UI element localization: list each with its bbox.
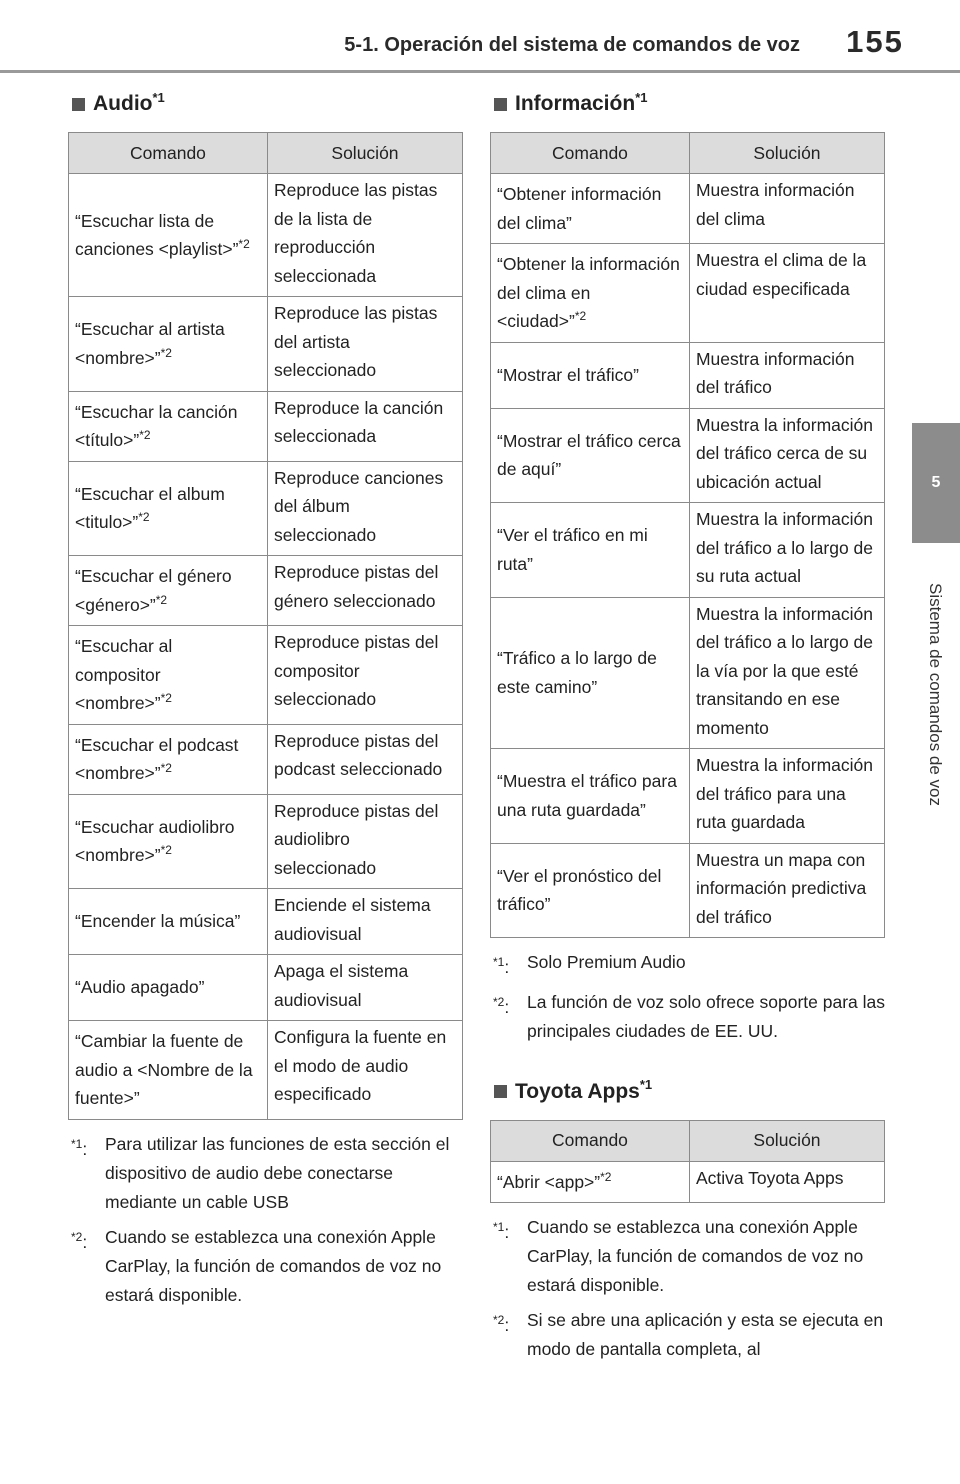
footnote [490,988,885,1046]
solution-cell: Muestra información del clima [689,174,884,244]
footnote-mark-text: *1 [493,955,505,969]
footnote-text: Cuando se establezca una conexión Apple CarPlay, la función de comandos de voz no estará disponible. [105,1226,442,1305]
table-row [491,503,885,598]
section-title-audio [68,86,463,122]
column-header-command: Comando [491,133,690,174]
command-cell [491,1161,690,1203]
command-text: “Tráfico a lo largo de este camino” [497,648,657,697]
solution-cell: Reproduce canciones del álbum seleccionado [267,461,462,556]
footnote-text: Si se abre una aplicación y esta se ejecuta en modo de pantalla completa, al [527,1310,884,1360]
footnote-mark-text: *1 [71,1136,83,1151]
info-command-table [490,132,885,938]
footnote [68,1130,463,1217]
column-header-solution: Solución [689,133,884,174]
command-text: “Ver el tráfico en mi ruta” [497,525,648,574]
page-number: 155 [846,24,904,59]
solution-cell: Reproduce pistas del audiolibro seleccionado [267,794,462,889]
footnote-ref: *1 [639,1077,653,1093]
command-text: “Escuchar el género <género>” [75,566,232,615]
header-divider [0,70,960,73]
command-text: “Escuchar audiolibro <nombre>” [75,816,235,866]
footnote-mark-text: *2 [493,1313,505,1328]
command-text: “Abrir <app>” [497,1171,601,1192]
chapter-label: Sistema de comandos de voz [926,583,945,807]
footnote-text: Para utilizar las funciones de esta sección el dispositivo de audio debe conectarse mediante un cable USB [105,1133,450,1212]
command-cell [69,794,268,889]
chapter-number: 5 [931,474,941,491]
command-cell [491,503,690,598]
footnote-ref: *2 [160,761,172,776]
footnote [68,1223,463,1310]
column-header-command: Comando [69,133,268,174]
command-cell [69,626,268,725]
column-header-solution: Solución [689,1120,884,1161]
table-row [69,724,463,794]
footnote [490,948,885,982]
footnote-mark-text: *2 [71,1229,83,1244]
command-cell [69,889,268,955]
command-text: “Mostrar el tráfico cerca de aquí” [497,430,681,480]
footnote-ref: *2 [160,345,172,360]
footnote-mark: $^{*1}$: [493,1220,510,1243]
section-header: 5-1. Operación del sistema de comandos de voz [344,34,800,56]
table-row [69,955,463,1021]
solution-cell: Muestra la información del tráfico cerca de su ubicación actual [689,408,884,503]
table-row [69,889,463,955]
table-row [69,461,463,556]
table-row [69,174,463,297]
solution-cell: Muestra información del tráfico [689,342,884,408]
footnote-mark: $^{*2}$: [493,1313,510,1336]
footnote-ref: *2 [600,1170,612,1184]
solution-cell: Muestra la información del tráfico a lo largo de su ruta actual [689,503,884,598]
footnote-ref: *2 [574,309,587,324]
footnote-ref: *2 [139,428,151,443]
command-text: “Obtener la información del clima en <ciudad>” [497,254,680,331]
right-column [490,86,885,1370]
solution-cell: Activa Toyota Apps [689,1161,884,1203]
command-text: “Escuchar el podcast <nombre>” [75,734,239,783]
apps-command-table [490,1120,885,1204]
command-cell [491,843,690,938]
footnote-ref: *1 [635,89,648,105]
section-title-text: Toyota Apps [515,1079,640,1103]
footnote-mark: $^{*1}$: [71,1136,88,1159]
footnote-text: Solo Premium Audio [527,952,686,972]
footnote-ref: *2 [138,510,150,525]
audio-section [68,86,463,1310]
solution-cell: Reproduce las pistas de la lista de reproducción seleccionada [267,174,462,297]
column-header-command: Comando [491,1120,690,1161]
table-row [69,794,463,889]
square-bullet-icon [494,98,507,111]
command-cell [69,724,268,794]
command-cell [69,955,268,1021]
table-row [491,244,885,343]
table-row [491,408,885,503]
command-cell [491,342,690,408]
command-cell [69,461,268,556]
command-text: “Obtener información del clima” [497,184,662,233]
left-column [68,86,463,1316]
table-row [491,174,885,244]
command-cell [491,749,690,844]
solution-cell: Muestra el clima de la ciudad especificada [689,244,884,343]
command-text: “Cambiar la fuente de audio a <Nombre de la fuente>” [75,1031,253,1108]
footnote-mark-text: *2 [493,994,505,1009]
table-row [69,626,463,725]
apps-footnotes [490,1213,885,1364]
solution-cell: Muestra un mapa con información predictiva del tráfico [689,843,884,938]
solution-cell: Configura la fuente en el modo de audio especificado [267,1021,462,1120]
table-row [491,1161,885,1203]
command-text: “Escuchar lista de canciones <playlist>” [75,210,239,259]
solution-cell: Reproduce pistas del género seleccionado [267,556,462,626]
square-bullet-icon [494,1085,507,1098]
solution-cell: Reproduce pistas del podcast seleccionado [267,724,462,794]
command-cell [69,1021,268,1120]
table-row [491,342,885,408]
footnote-mark: $^{*1}$: [493,955,510,977]
command-text: “Escuchar al compositor <nombre>” [75,636,173,713]
solution-cell: Muestra la información del tráfico para una ruta guardada [689,749,884,844]
solution-cell: Enciende el sistema audiovisual [267,889,462,955]
footnote-mark: $^{*2}$: [71,1229,88,1252]
command-text: “Encender la música” [75,911,241,932]
command-cell [69,556,268,626]
solution-cell: Muestra la información del tráfico a lo largo de la vía por la que esté transitando en ese momento [689,597,884,749]
footnote [490,1306,885,1364]
command-cell [69,174,268,297]
square-bullet-icon [72,98,85,111]
table-row [491,597,885,749]
section-title-text: Audio [93,92,153,115]
command-text: “Escuchar la canción <título>” [75,401,238,450]
command-text: “Ver el pronóstico del tráfico” [497,865,662,915]
footnote-ref: *1 [152,89,165,105]
table-row [69,556,463,626]
section-title-apps [490,1074,885,1110]
command-text: “Escuchar al artista <nombre>” [75,319,225,368]
audio-command-table [68,132,463,1120]
command-cell [491,408,690,503]
solution-cell: Reproduce pistas del compositor seleccionado [267,626,462,725]
footnote-ref: *2 [160,843,172,858]
table-row [69,1021,463,1120]
chapter-tab [912,423,960,543]
column-header-solution: Solución [267,133,462,174]
command-text: “Audio apagado” [75,977,205,998]
audio-footnotes [68,1130,463,1310]
footnote-ref: *2 [160,691,172,706]
apps-section [490,1074,885,1365]
footnote-text: La función de voz solo ofrece soporte para las principales ciudades de EE. UU. [527,991,885,1041]
footnote-ref: *2 [155,592,168,607]
solution-cell: Reproduce las pistas del artista seleccionado [267,297,462,392]
section-title-info [490,86,885,122]
table-row [69,297,463,392]
info-footnotes [490,948,885,1046]
table-row [69,391,463,461]
footnote [490,1213,885,1300]
command-cell [69,391,268,461]
solution-cell: Reproduce la canción seleccionada [267,391,462,461]
command-cell [491,597,690,749]
section-title-text: Información [515,92,636,115]
footnote-mark: $^{*2}$: [493,994,510,1017]
command-text: “Escuchar el album <titulo>” [75,483,225,533]
command-text: “Mostrar el tráfico” [497,364,639,385]
footnote-mark-text: *1 [493,1220,505,1235]
solution-cell: Apaga el sistema audiovisual [267,955,462,1021]
command-cell [69,297,268,392]
footnote-text: Cuando se establezca una conexión Apple CarPlay, la función de comandos de voz no estará disponible. [527,1217,864,1296]
command-text: “Muestra el tráfico para una ruta guardada” [497,771,677,820]
table-row [491,749,885,844]
command-cell [491,174,690,244]
table-row [491,843,885,938]
command-cell [491,244,690,343]
footnote-ref: *2 [238,237,250,252]
info-section [490,86,885,1046]
